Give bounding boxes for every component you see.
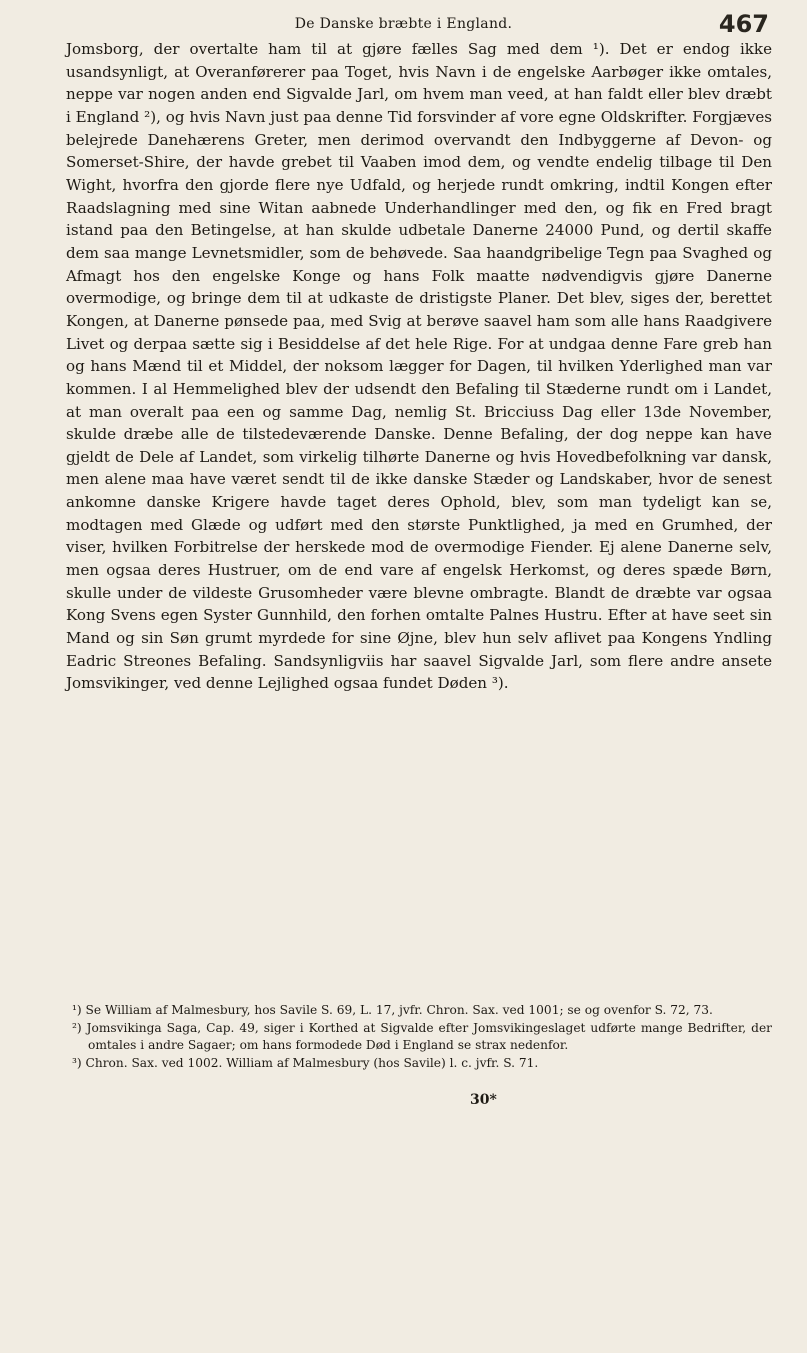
footnote-mark: ³) xyxy=(72,1056,82,1070)
page-header xyxy=(0,10,807,40)
footnote-text: Jomsvikinga Saga, Cap. 49, siger i Korthed at Sigvalde efter Jomsvikingeslaget udførte mange Bedrifter, der omtales i andre Sagaer; om hans formodede Død i England se strax nedenfor. xyxy=(86,1021,773,1052)
page-number: 467 xyxy=(718,10,769,38)
running-head: De Danske bræbte i England. xyxy=(294,16,513,32)
footnote-3 xyxy=(66,1055,772,1072)
footnote-2 xyxy=(66,1020,772,1054)
paragraph: Jomsborg, der overtalte ham til at gjøre fælles Sag med dem ¹). Det er endog ikke usandsynligt, at Overanførerer paa Toget, hvis Navn i de engelske Aarbøger ikke omtales, neppe var nogen anden end Sigvalde Jarl, om hvem man veed, at han faldt eller blev dræbt i England ²), og hvis Navn just paa denne Tid forsvinder af vore egne Oldskrifter. Forgjæves belejrede Danehærens Greter, men derimod overvandt den Indbyggerne af Devon- og Somerset-Shire, der havde grebet til Vaaben imod dem, og vendte endelig tilbage til Den Wight, hvorfra den gjorde flere nye Udfald, og herjede rundt omkring, indtil Kongen efter Raadslagning med sine Witan aabnede Underhandlinger med den, og fik en Fred bragt istand paa den Betingelse, at han skulde udbetale Danerne 24000 Pund, og dertil skaffe dem saa mange Levnetsmidler, som de behøvede. Saa haandgribelige Tegn paa Svaghed og Afmagt hos den engelske Konge og hans Folk maatte nødvendigvis gjøre Danerne overmodige, og bringe dem til at udkaste de dristigste Planer. Det blev, siges der, berettet Kongen, at Danerne pønsede paa, med Svig at berøve saavel ham som alle hans Raadgivere Livet og derpaa sætte sig i Besiddelse af det hele Rige. For at undgaa denne Fare greb han og hans Mænd til et Middel, der noksom lægger for Dagen, til hvilken Yderlighed man var kommen. I al Hemmelighed blev der udsendt den Befaling til Stæderne rundt om i Landet, at man overalt paa een og samme Dag, nemlig St. Bricciuss Dag eller 13de November, skulde dræbe alle de tilstedeværende Danske. Denne Befaling, der dog neppe kan have gjeldt de Dele af Landet, som virkelig tilhørte Danerne og hvis Hovedbefolkning var dansk, men alene maa have været sendt til de ikke danske Stæder og Landskaber, hvor de senest ankomne danske Krigere havde taget deres Ophold, blev, som man tydeligt kan se, modtagen med Glæde og udført med den største Punktlighed, ja med en Grumhed, der viser, hvilken Forbitrelse der herskede mod de overmodige Fiender. Ej alene Danerne selv, men ogsaa deres Hustruer, om de end vare af engelsk Herkomst, og deres spæde Børn, skulle under de vildeste Grusomheder være blevne ombragte. Blandt de dræbte var ogsaa Kong Svens egen Syster Gunnhild, den forhen omtalte Palnes Hustru. Efter at have seet sin Mand og sin Søn grumt myrdede for sine Øjne, blev hun selv aflivet paa Kongens Yndling Eadric Streones Befaling. Sandsynligviis har saavel Sigvalde Jarl, som flere andre ansete Jomsvikinger, ved denne Lejlighed ogsaa fundet Døden ³). xyxy=(66,40,772,693)
footnote-1 xyxy=(66,1002,772,1019)
footnote-mark: ²) xyxy=(72,1021,82,1035)
footnote-text: Chron. Sax. ved 1002. William af Malmesbury (hos Savile) l. c. jvfr. S. 71. xyxy=(85,1056,539,1070)
signature-mark: 30* xyxy=(470,1092,497,1108)
footnote-text: Se William af Malmesbury, hos Savile S. 69, L. 17, jvfr. Chron. Sax. ved 1001; se og ovenfor S. 72, 73. xyxy=(85,1003,713,1017)
footnote-mark: ¹) xyxy=(72,1003,82,1017)
footnotes xyxy=(66,1002,772,1073)
body-text xyxy=(66,38,772,695)
